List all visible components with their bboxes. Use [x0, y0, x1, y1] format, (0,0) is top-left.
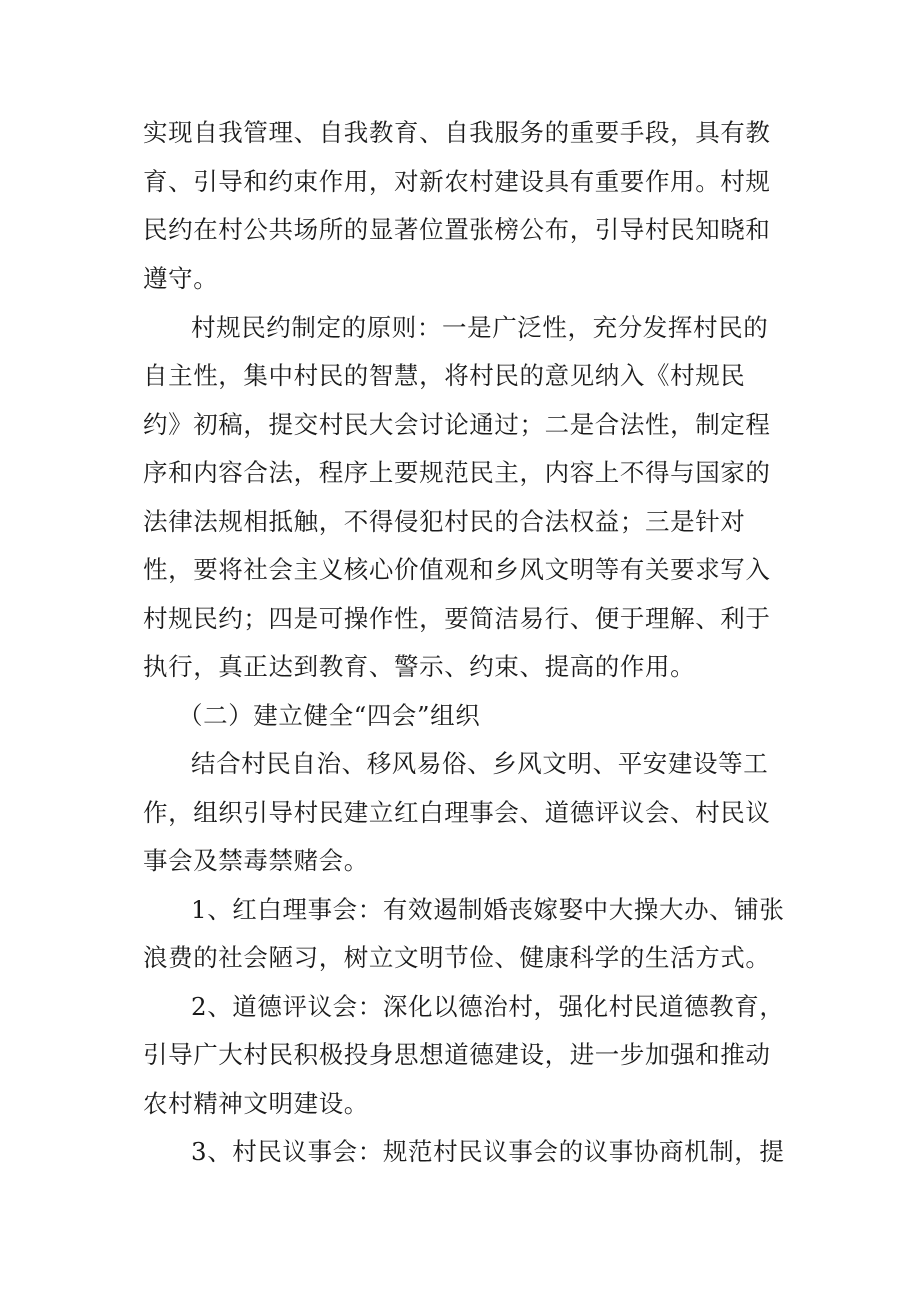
text-line: 执行，真正达到教育、警示、约束、提高的作用。	[143, 652, 696, 681]
paragraph-first-line: 结合村民自治、移风易俗、乡风文明、平安建设等工	[191, 749, 769, 778]
text-line: 实现自我管理、自我教育、自我服务的重要手段，具有教	[143, 118, 771, 147]
paragraph-first-line: 村规民约制定的原则：一是广泛性，充分发挥村民的	[191, 313, 769, 342]
text-line: 事会及禁毒禁赌会。	[143, 846, 369, 875]
text-line: 性，要将社会主义核心价值观和乡风文明等有关要求写入	[143, 555, 771, 584]
section-heading: （二）建立健全“四会”组织	[178, 701, 481, 730]
text-line: 作，组织引导村民建立红白理事会、道德评议会、村民议	[143, 798, 771, 827]
text-line: 育、引导和约束作用，对新农村建设具有重要作用。村规	[143, 167, 771, 196]
paragraph-first-line: 1、红白理事会：有效遏制婚丧嫁娶中大操大办、铺张	[191, 895, 785, 924]
paragraph-first-line: 2、道德评议会：深化以德治村，强化村民道德教育，	[191, 992, 785, 1021]
text-line: 约》初稿，提交村民大会讨论通过；二是合法性，制定程	[143, 410, 771, 439]
paragraph-first-line: 3、村民议事会：规范村民议事会的议事协商机制，提	[191, 1137, 785, 1166]
text-line: 序和内容合法，程序上要规范民主，内容上不得与国家的	[143, 458, 771, 487]
text-line: 村规民约；四是可操作性，要简洁易行、便于理解、利于	[143, 604, 771, 633]
text-line: 农村精神文明建设。	[143, 1089, 369, 1118]
text-line: 法律法规相抵触，不得侵犯村民的合法权益；三是针对	[143, 507, 746, 536]
text-line: 自主性，集中村民的智慧，将村民的意见纳入《村规民	[143, 361, 746, 390]
text-line: 遵守。	[143, 264, 219, 293]
text-line: 引导广大村民积极投身思想道德建设，进一步加强和推动	[143, 1040, 771, 1069]
text-line: 浪费的社会陋习，树立文明节俭、健康科学的生活方式。	[143, 943, 771, 972]
text-line: 民约在村公共场所的显著位置张榜公布，引导村民知晓和	[143, 215, 771, 244]
